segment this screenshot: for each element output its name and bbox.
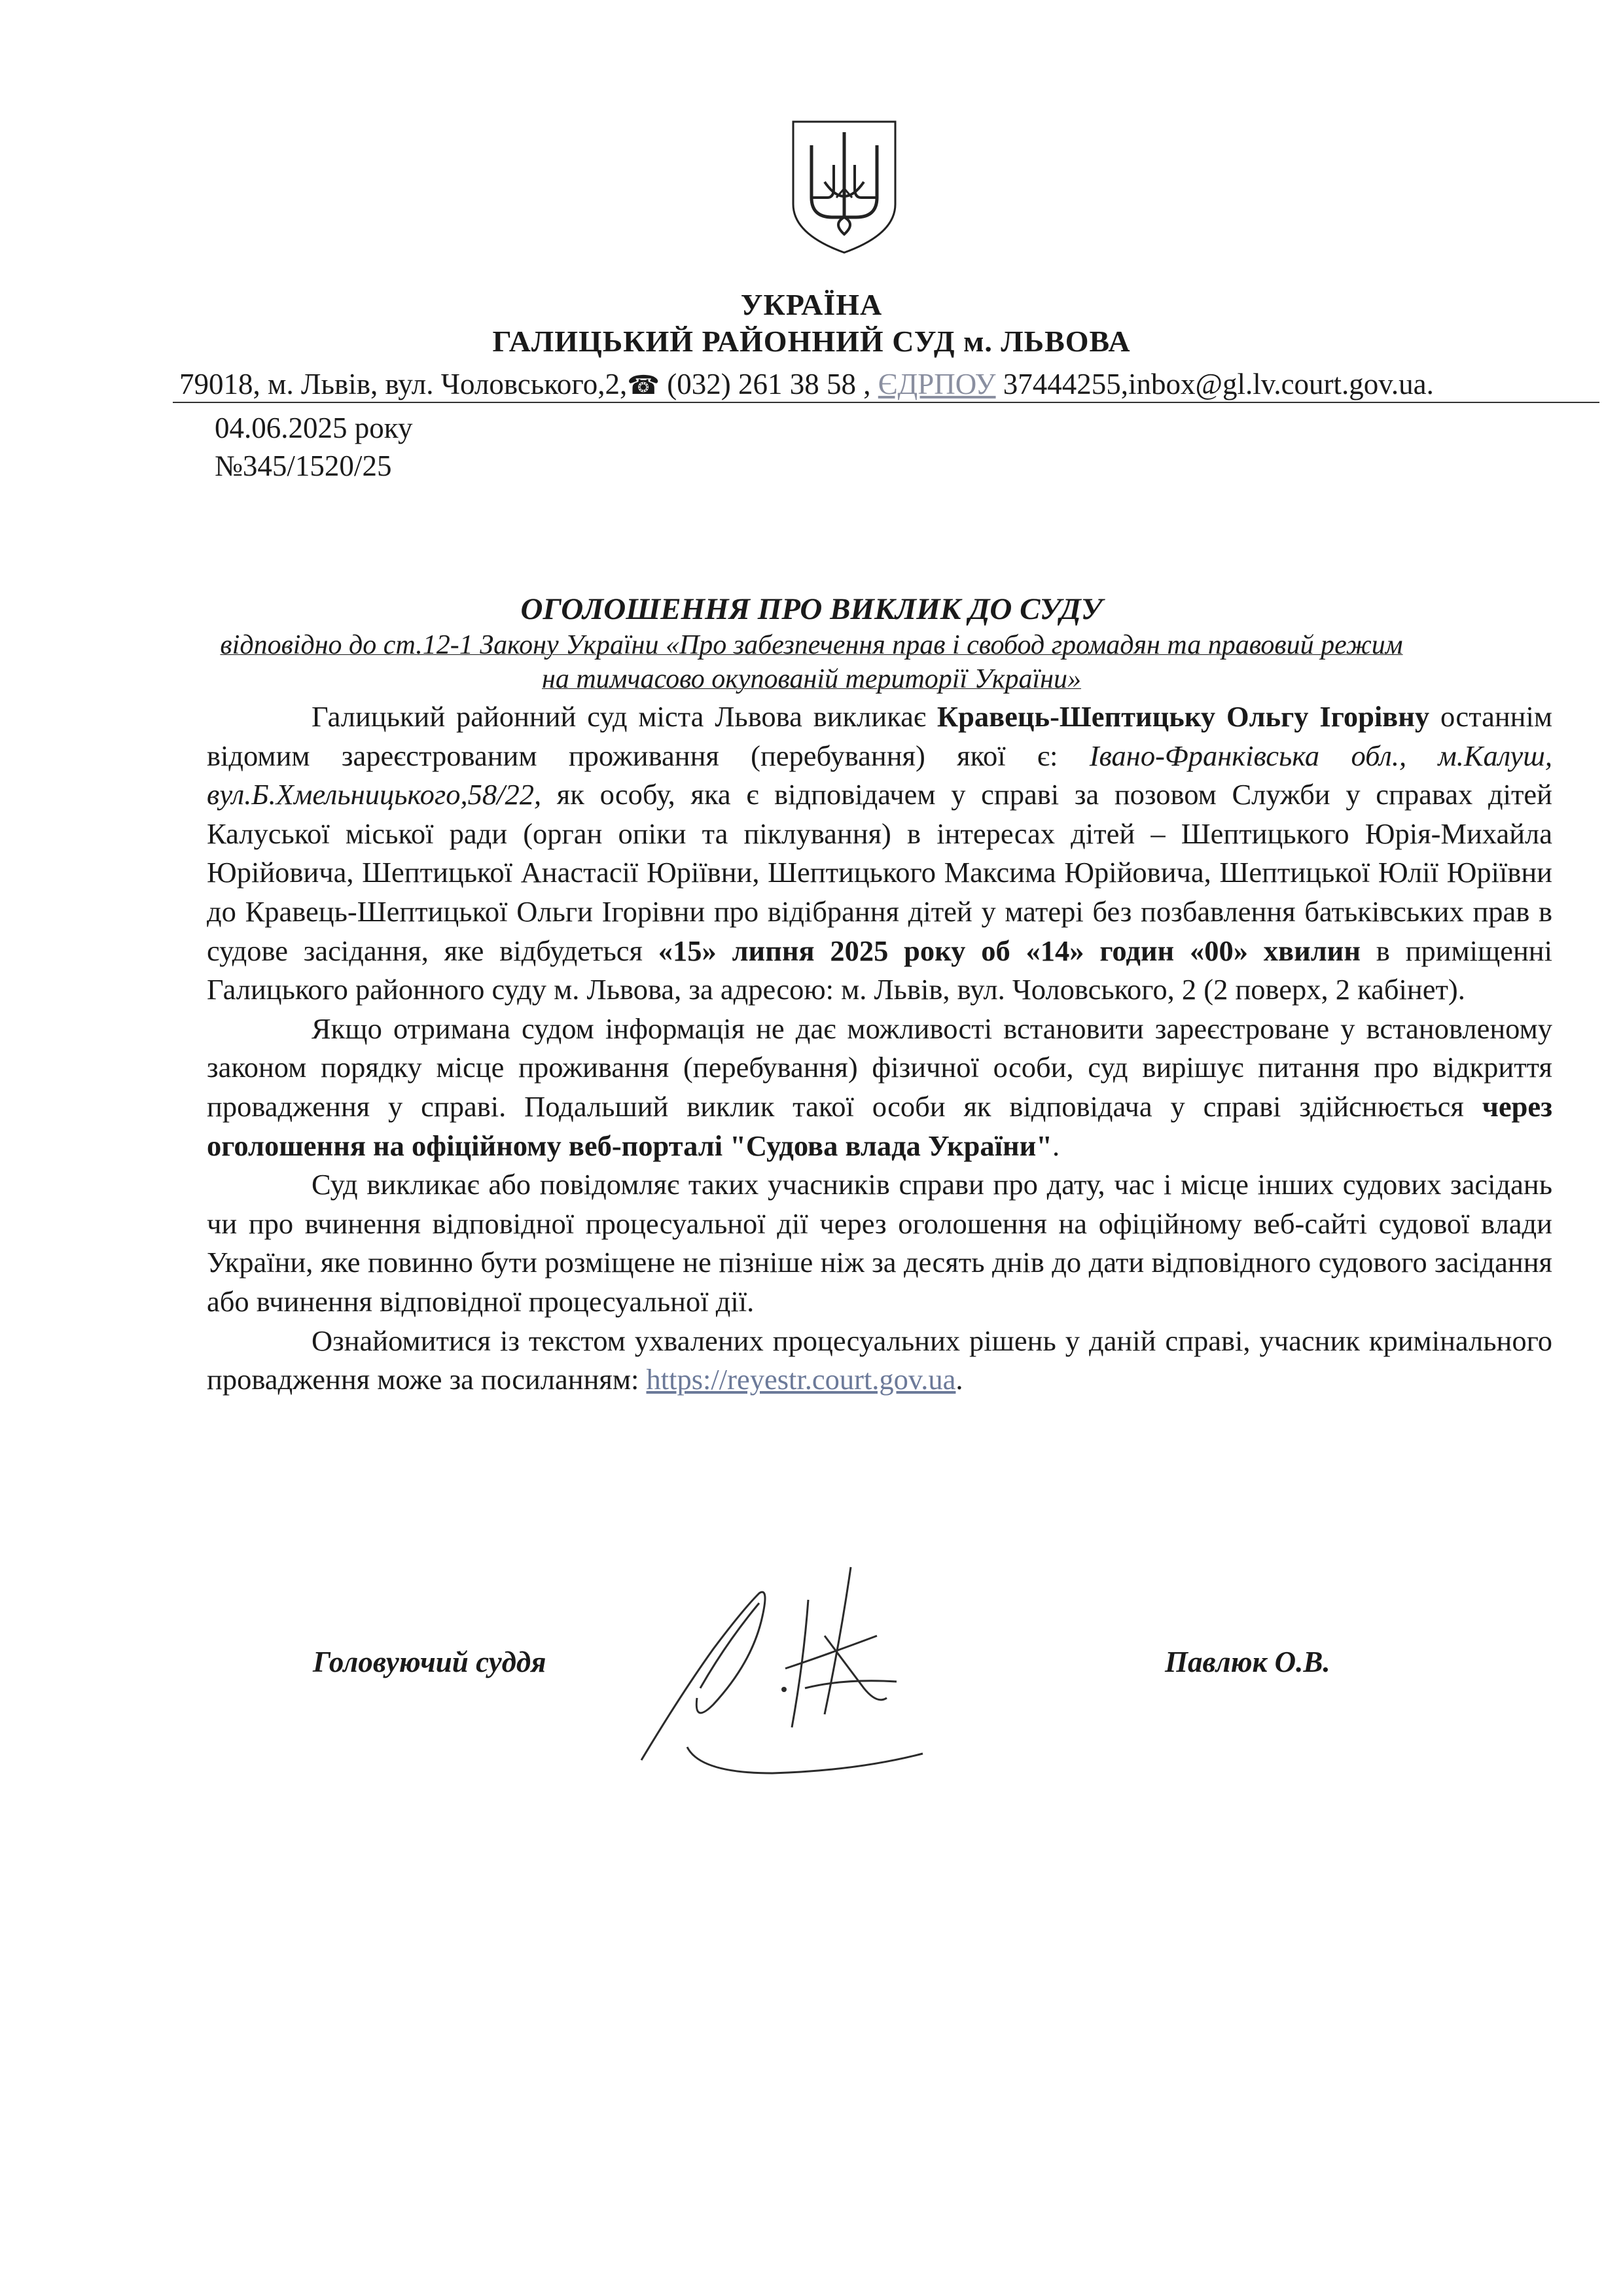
paragraph-notification: Суд викликає або повідомляє таких учасників справи про дату, час і місце інших судових засідань чи про вчинення відповідної процесуальної дії через оголошення на офіційному веб-сайті судової влади України, яке повинно бути розміщене не пізніше ніж за десять днів до дати відповідного судового засідання або вчинення відповідної процесуальної дії. <box>207 1168 1552 1318</box>
paragraph-text: . <box>1052 1129 1060 1162</box>
announcement-title: ОГОЛОШЕННЯ ПРО ВИКЛИК ДО СУДУ <box>520 592 1103 626</box>
document-date: 04.06.2025 року <box>215 412 413 444</box>
court-phone: (032) 261 38 58 , <box>660 368 878 400</box>
legal-basis-line-2: на тимчасово окупованій території України» <box>541 664 1082 694</box>
paragraph-unknown-residence <box>207 1010 1552 1165</box>
hearing-datetime: «15» липня 2025 року об «14» годин «00» хвилин <box>658 934 1361 967</box>
summons-text: в приміщенні Галицького районного суду м. Львова, за адресою: м. Львів, вул. Чоловського, 2 (2 поверх, 2 кабінет). <box>207 934 1552 1006</box>
announcement-body <box>207 698 1552 1400</box>
paragraph-text: . <box>955 1363 963 1396</box>
paragraph-text: Якщо отримана судом інформація не дає можливості встановити зареєстроване у встановленому законом порядку місце проживання (перебування) фізичної особи, суд вирішує питання про відкриття провадження у справі. Подальший виклик такої особи як відповідача у справі здійснюється <box>207 1012 1552 1123</box>
portal-notice: через оголошення на офіційному веб-порталі "Судова влада України" <box>207 1089 1552 1162</box>
defendant-address: Івано-Франківська обл., м.Калуш, вул.Б.Хмельницького,58/22, <box>207 739 1552 811</box>
header-divider <box>173 402 1599 403</box>
edrpou-code-email: 37444255,inbox@gl.lv.court.gov.ua. <box>995 368 1434 400</box>
coat-of-arms-icon <box>791 119 898 255</box>
judge-title: Головуючий суддя <box>313 1646 546 1678</box>
edrpou-label: ЄДРПОУ <box>878 368 996 400</box>
defendant-name: Кравець-Шептицьку Ольгу Ігорівну <box>936 700 1430 733</box>
judge-name: Павлюк О.В. <box>1165 1646 1330 1678</box>
paragraph-text: Ознайомитися із текстом ухвалених процесуальних рішень у даній справі, учасник кримінального провадження може за посиланням: <box>207 1324 1552 1396</box>
handwritten-signature <box>628 1564 936 1799</box>
phone-icon: ☎ <box>627 370 660 400</box>
summons-text: Галицький районний суд міста Львова викликає <box>312 700 937 733</box>
document-number: №345/1520/25 <box>215 450 392 482</box>
paragraph-registry <box>207 1322 1552 1400</box>
country-name: УКРАЇНА <box>740 288 883 321</box>
court-address: 79018, м. Львів, вул. Чоловського,2, <box>179 368 628 400</box>
summons-text: останнім відомим зареєстрованим проживання (перебування) якої є: <box>207 700 1552 772</box>
court-contacts <box>179 365 1596 404</box>
court-name: ГАЛИЦЬКИЙ РАЙОННИЙ СУД м. ЛЬВОВА <box>492 325 1131 358</box>
paragraph-summons <box>207 698 1552 1010</box>
summons-text: як особу, яка є відповідачем у справі за позовом Служби у справах дітей Калуської міської ради (орган опіки та піклування) в інтересах дітей – Шептицького Юрія-Михайла Юрійовича, Шептицької Анастасії Юріївни, Шептицького Максима Юрійовича, Шептицької Юлії Юріївни до Кравець-Шептицької Ольги Ігорівни про відібрання дітей у матері без позбавлення батьківських прав в судове засідання, яке відбудеться <box>207 778 1552 967</box>
legal-basis-line-1: відповідно до ст.12-1 Закону України «Про забезпечення прав і свобод громадян та правовий режим <box>220 630 1403 660</box>
registry-link[interactable]: https://reyestr.court.gov.ua <box>646 1363 956 1396</box>
